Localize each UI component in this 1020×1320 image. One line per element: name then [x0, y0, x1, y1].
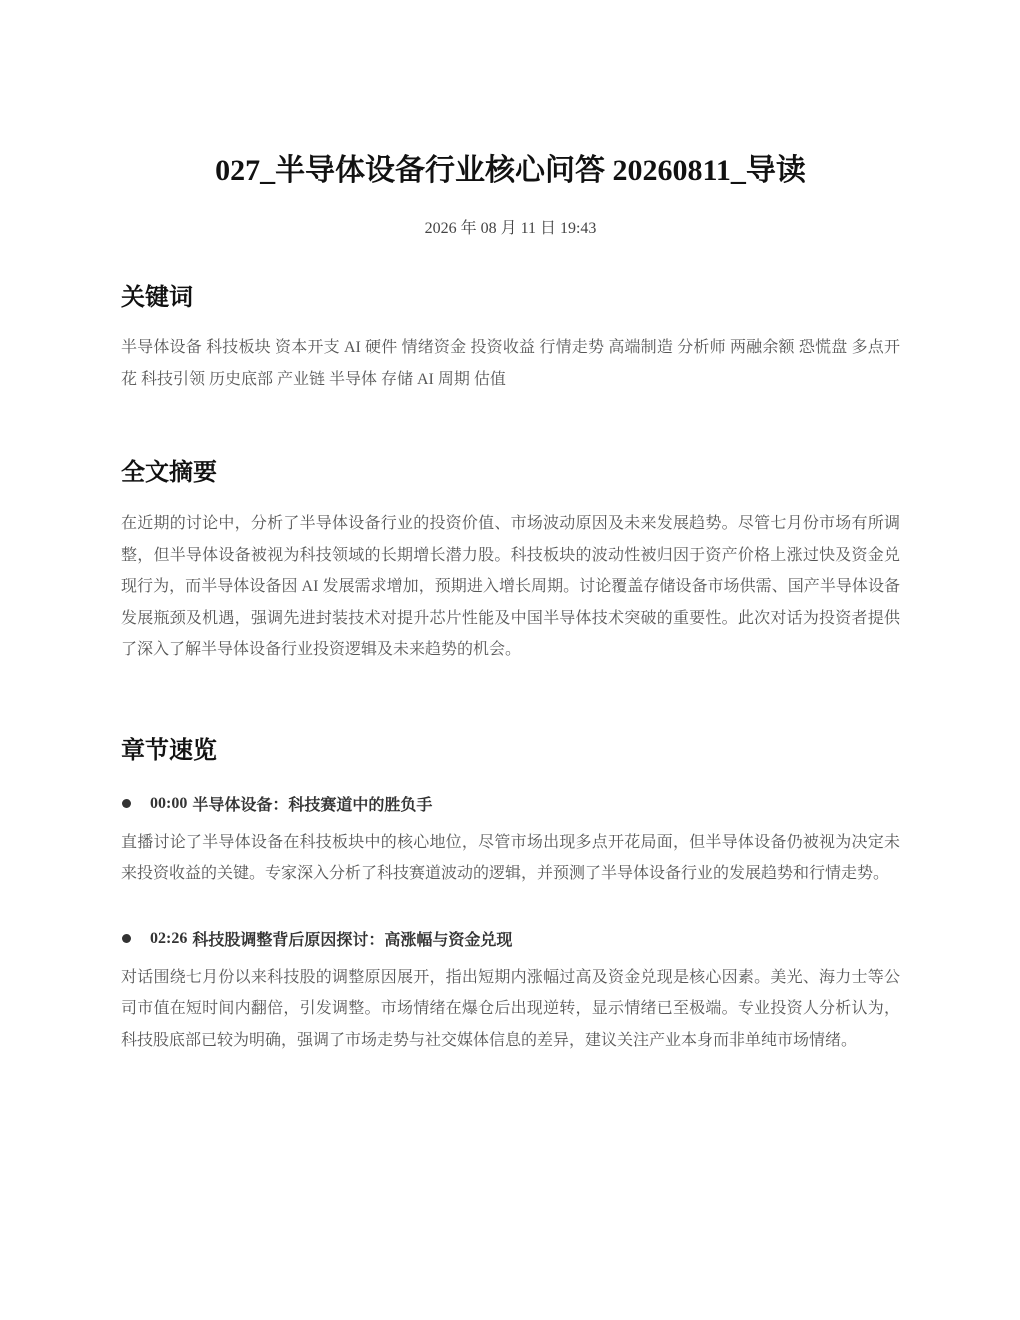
summary-heading: 全文摘要 [121, 458, 217, 486]
document-title: 027_半导体设备行业核心问答 20260811_导读 [215, 154, 806, 187]
keywords-heading: 关键词 [121, 283, 193, 311]
keywords-text: 半导体设备 科技板块 资本开支 AI 硬件 情绪资金 投资收益 行情走势 高端制造 分析师 两融余额 恐慌盘 多点开花 科技引领 历史底部 产业链 半导体 存储 AI 周期 估值 [121, 339, 900, 388]
bullet-icon [122, 934, 131, 943]
chapter-timestamp[interactable]: 02:26 [150, 929, 188, 947]
chapter-title: 科技股调整背后原因探讨：高涨幅与资金兑现 [192, 930, 513, 949]
chapter-text: 直播讨论了半导体设备在科技板块中的核心地位，尽管市场出现多点开花局面，但半导体设备仍被视为决定未来投资收益的关键。专家深入分析了科技赛道波动的逻辑，并预测了半导体设备行业的发展趋势和行情走势。 [121, 833, 900, 882]
bullet-icon [122, 799, 131, 808]
chapter-title: 半导体设备：科技赛道中的胜负手 [192, 795, 433, 814]
chapter-text: 对话围绕七月份以来科技股的调整原因展开，指出短期内涨幅过高及资金兑现是核心因素。美光、海力士等公司市值在短时间内翻倍，引发调整。市场情绪在爆仓后出现逆转，显示情绪已至极端。专业投资人分析认为，科技股底部已较为明确，强调了市场走势与社交媒体信息的差异，建议关注产业本身而非单纯市场情绪。 [121, 968, 900, 1049]
chapter-item [121, 791, 900, 890]
chapter-item [121, 926, 900, 1057]
chapter-header [121, 791, 900, 817]
summary-text: 在近期的讨论中，分析了半导体设备行业的投资价值、市场波动原因及未来发展趋势。尽管七月份市场有所调整，但半导体设备被视为科技领域的长期增长潜力股。科技板块的波动性被归因于资产价格上涨过快及资金兑现行为，而半导体设备因 AI 发展需求增加，预期进入增长周期。讨论覆盖存储设备市场供需、国产半导体设备发展瓶颈及机遇，强调先进封装技术对提升芯片性能及中国半导体技术突破的重要性。此次对话为投资者提供了深入了解半导体设备行业投资逻辑及未来趋势的机会。 [121, 515, 900, 658]
chapter-header [121, 926, 900, 952]
chapters-heading: 章节速览 [121, 735, 217, 764]
chapter-timestamp[interactable]: 00:00 [150, 794, 188, 812]
document-date: 2026 年 08 月 11 日 19:43 [424, 220, 597, 237]
